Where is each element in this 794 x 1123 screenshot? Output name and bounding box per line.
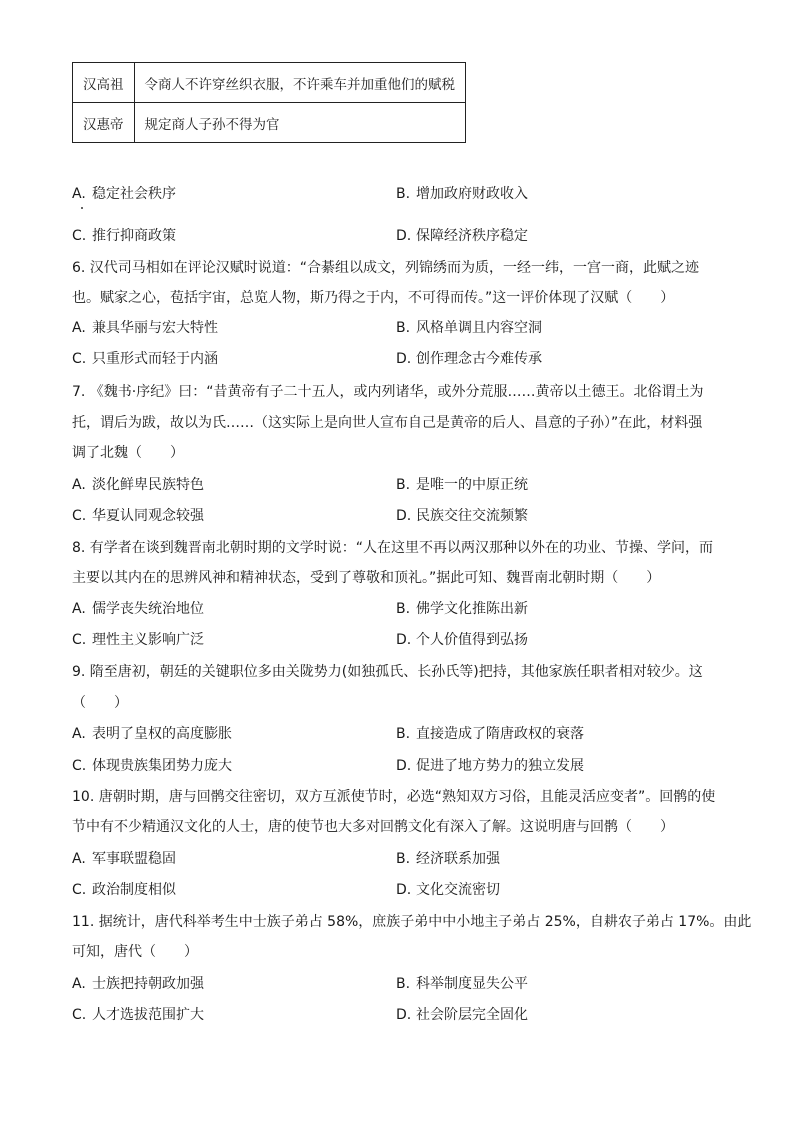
q7-stem-line-3: 调了北魏（ ） [72, 445, 184, 461]
q11-option-b[interactable]: B. 科举制度显失公平 [396, 976, 528, 992]
q5-option-a[interactable]: A. 稳定社会秩序 [72, 186, 176, 202]
q9-option-c[interactable]: C. 体现贵族集团势力庞大 [72, 758, 232, 774]
q5-option-b[interactable]: B. 增加政府财政收入 [396, 186, 528, 202]
q8-stem-line-1: 8. 有学者在谈到魏晋南北朝时期的文学时说：“人在这里不再以两汉那种以外在的功业、节操、学问，而 [72, 540, 714, 556]
q6-option-a[interactable]: A. 兼具华丽与宏大特性 [72, 320, 218, 336]
q6-option-c[interactable]: C. 只重形式而轻于内涵 [72, 351, 218, 367]
q8-stem-line-2: 主要以其内在的思辨风神和精神状态，受到了尊敬和顶礼。”据此可知、魏晋南北朝时期（ ） [72, 570, 661, 586]
q8-option-b[interactable]: B. 佛学文化推陈出新 [396, 601, 528, 617]
table-cell-policy: 规定商人子孙不得为官 [134, 103, 466, 143]
q10-stem-line-1: 10. 唐朝时期，唐与回鹘交往密切，双方互派使节时，必选“熟知双方习俗，且能灵活应变者”。回鹘的使 [72, 789, 716, 805]
q9-option-d[interactable]: D. 促进了地方势力的独立发展 [396, 758, 584, 774]
q9-option-a[interactable]: A. 表明了皇权的高度膨胀 [72, 726, 232, 742]
q7-stem-line-2: 托，谓后为跋，故以为氏……（这实际上是向世人宣布自己是黄帝的后人、昌意的子孙）”在此，材料强 [72, 415, 703, 431]
q8-option-c[interactable]: C. 理性主义影响广泛 [72, 632, 204, 648]
q11-stem-line-2: 可知，唐代（ ） [72, 944, 198, 960]
q9-stem-line-1: 9. 隋至唐初，朝廷的关键职位多由关陇势力(如独孤氏、长孙氏等)把持，其他家族任职者相对较少。这 [72, 664, 703, 680]
q10-option-a[interactable]: A. 军事联盟稳固 [72, 851, 176, 867]
q10-option-d[interactable]: D. 文化交流密切 [396, 882, 500, 898]
table-cell-ruler: 汉高祖 [73, 63, 135, 103]
q11-stem-line-1: 11. 据统计，唐代科举考生中士族子弟占 58%，庶族子弟中中小地主子弟占 25%，自耕农子弟占 17%。由此 [72, 914, 752, 930]
q8-option-d[interactable]: D. 个人价值得到弘扬 [396, 632, 528, 648]
q10-option-c[interactable]: C. 政治制度相似 [72, 882, 176, 898]
policy-table [72, 62, 466, 143]
q9-option-b[interactable]: B. 直接造成了隋唐政权的衰落 [396, 726, 584, 742]
q7-option-b[interactable]: B. 是唯一的中原正统 [396, 477, 528, 493]
q7-option-c[interactable]: C. 华夏认同观念较强 [72, 508, 204, 524]
q6-stem-line-2: 也。赋家之心，苞括宇宙，总览人物，斯乃得之于内，不可得而传。”这一评价体现了汉赋（ ） [72, 290, 675, 306]
table-row [73, 63, 466, 103]
table-row [73, 103, 466, 143]
stray-dot [81, 207, 83, 209]
q11-option-c[interactable]: C. 人才选拔范围扩大 [72, 1007, 204, 1023]
q11-option-a[interactable]: A. 士族把持朝政加强 [72, 976, 204, 992]
q7-option-a[interactable]: A. 淡化鲜卑民族特色 [72, 477, 204, 493]
q5-option-c[interactable]: C. 推行抑商政策 [72, 228, 176, 244]
q6-option-d[interactable]: D. 创作理念古今难传承 [396, 351, 542, 367]
q9-stem-line-2: （ ） [72, 695, 128, 711]
q6-option-b[interactable]: B. 风格单调且内容空洞 [396, 320, 542, 336]
table-cell-ruler: 汉惠帝 [73, 103, 135, 143]
q6-stem-line-1: 6. 汉代司马相如在评论汉赋时说道：“合綦组以成文，列锦绣而为质，一经一纬，一宫一商，此赋之迹 [72, 260, 700, 276]
q10-option-b[interactable]: B. 经济联系加强 [396, 851, 500, 867]
table-cell-policy: 令商人不许穿丝织衣服，不许乘车并加重他们的赋税 [134, 63, 466, 103]
q7-option-d[interactable]: D. 民族交往交流频繁 [396, 508, 528, 524]
q10-stem-line-2: 节中有不少精通汉文化的人士，唐的使节也大多对回鹘文化有深入了解。这说明唐与回鹘（ ） [72, 819, 674, 835]
q8-option-a[interactable]: A. 儒学丧失统治地位 [72, 601, 204, 617]
q5-option-d[interactable]: D. 保障经济秩序稳定 [396, 228, 528, 244]
q11-option-d[interactable]: D. 社会阶层完全固化 [396, 1007, 528, 1023]
q7-stem-line-1: 7. 《魏书·序纪》曰：“昔黄帝有子二十五人，或内列诸华，或外分荒服……黄帝以土德王。北俗谓土为 [72, 384, 704, 400]
